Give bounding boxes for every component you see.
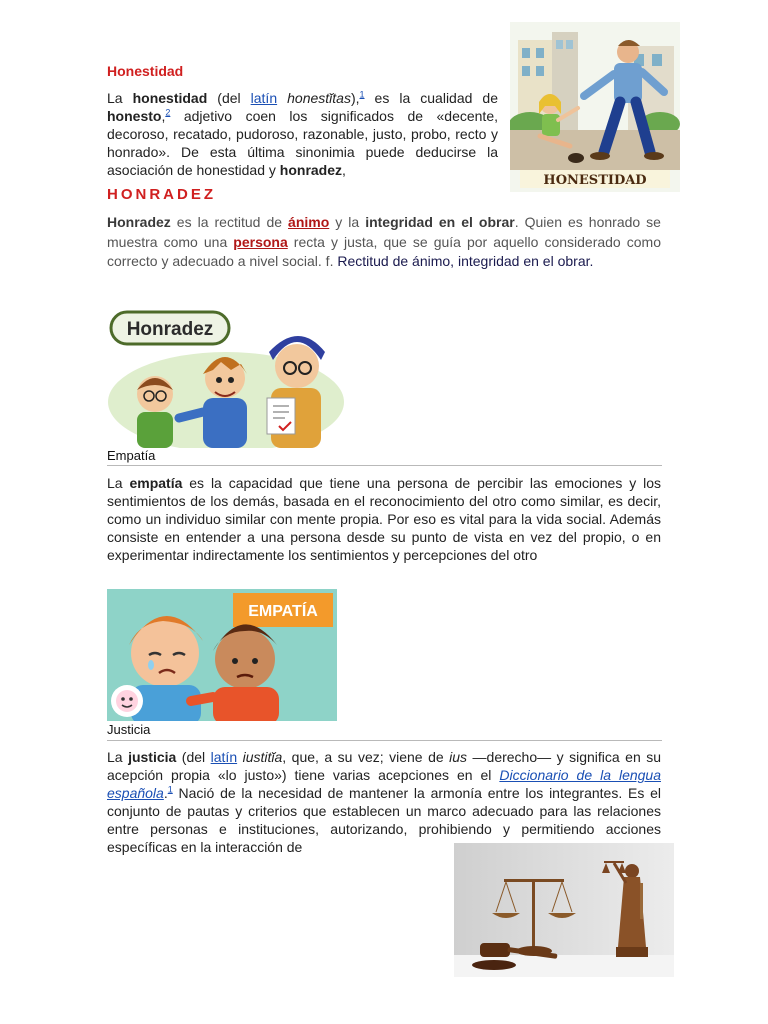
honradez-heading: HONRADEZ — [107, 186, 216, 203]
honestidad-image — [510, 22, 680, 192]
honradez-image — [107, 302, 345, 448]
term-honradez-bold: Honradez — [107, 214, 171, 230]
honradez-paragraph: Honradez es la rectitud de ánimo y la integridad en el obrar. Quien es honrado se muestra como una persona recta y justa, que se guía por aquello considerado como correcto y adecuado a nivel social. f. Rectitud de ánimo, integridad en el obrar. — [107, 214, 661, 269]
justicia-paragraph: La justicia (del latín iustitĭa, que, a su vez; viene de ius —derecho— y significa en su acepción propia «lo justo») tiene varias acepciones en el Diccionario de la lengua española.$^1$ Nació de la necesidad de mantener la armonía entre los integrantes. Es el conjunto de pautas y criterios que establecen un marco adecuado para las relaciones entre personas e instituciones, autorizando, prohibiendo y permitiendo acciones específicas en la interacción de — [107, 749, 662, 855]
empatia-paragraph: La empatía es la capacidad que tiene una persona de percibir las emociones y los sentimientos de los demás, basada en el reconocimiento del otro como similar, es decir, como un individuo similar con mente propia. Por eso es vital para la vida social. Además consiste en entender a una persona desde su punto de vista en vez del propio, o en experimentar indirectamente los sentimientos y percepciones del otro — [107, 475, 662, 563]
honestidad-paragraph: La honestidad (del latín honestĭtas),$^1$ es la cualidad de honesto,$^2$ adjetivo coen los significados de «decente, decoroso, recatado, pudoroso, razonable, justo, probo, recto y honrado». De esta última sinonimia puede deducirse la asociación de honestidad y honradez, — [107, 89, 498, 178]
term-empatia: empatía — [129, 475, 183, 491]
term-honestidad: honestidad — [132, 90, 208, 106]
link-latin-justicia[interactable]: latín — [210, 749, 238, 765]
link-persona[interactable]: persona — [233, 233, 288, 250]
justicia-image — [454, 843, 674, 977]
footnote-ref-justicia[interactable]: 1 — [167, 784, 173, 795]
empatia-caption: Empatía — [107, 448, 156, 463]
footnote-ref-1[interactable]: 1 — [359, 89, 365, 100]
link-latin[interactable]: latín — [250, 90, 278, 106]
justicia-divider — [107, 740, 662, 741]
honradez-image-label: Honradez — [126, 319, 214, 340]
justicia-caption: Justicia — [107, 722, 151, 737]
link-animo[interactable]: ánimo — [288, 214, 330, 230]
empatia-divider — [107, 465, 662, 466]
footnote-ref-2[interactable]: 2 — [165, 107, 171, 118]
honestidad-image-label: HONESTIDAD — [543, 173, 647, 188]
term-honesto: honesto — [107, 108, 162, 124]
honestidad-heading: Honestidad — [107, 63, 184, 79]
honradez-definition: Rectitud de ánimo, integridad en el obrar. — [337, 253, 594, 269]
empatia-image — [107, 589, 337, 721]
term-justicia: justicia — [128, 749, 177, 765]
term-honradez: honradez — [279, 162, 343, 178]
empatia-image-label: EMPATÍA — [248, 603, 318, 620]
term-integridad: integridad en el obrar — [365, 214, 515, 230]
link-diccionario[interactable]: Diccionario de la lengua española — [107, 767, 661, 801]
